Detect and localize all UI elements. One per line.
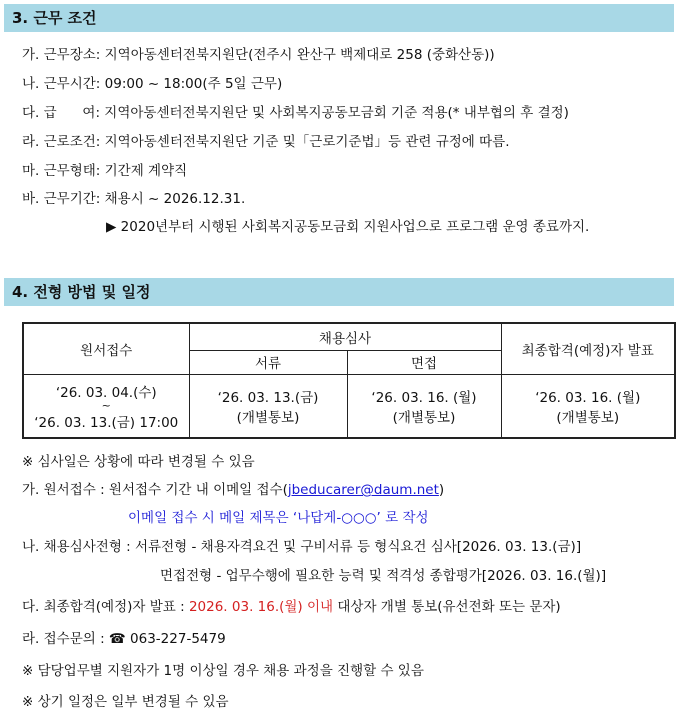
condition-item-place <box>22 46 495 64</box>
section-3-title: 3. 근무 조건 <box>4 4 674 32</box>
final-note: (개별통보) <box>556 409 620 426</box>
cell-interview <box>347 374 501 438</box>
final-deadline: 2026. 03. 16.(월) 이내 <box>188 599 334 615</box>
review-change-note: ※ 심사일은 상황에 따라 변경될 수 있음 <box>22 454 255 470</box>
condition-value: 기간제 계약직 <box>100 163 188 179</box>
final-label: 다. 최종합격(예정)자 발표 : <box>22 599 189 615</box>
condition-value: 지역아동센터전북지원단 기준 및「근로기준법」등 관련 규정에 따름. <box>100 134 510 150</box>
condition-key: 가. 근무장소: <box>22 47 101 63</box>
review-interview-line: 면접전형 - 업무수행에 필요한 능력 및 적격성 종합평가[2026. 03. 16.(월)] <box>160 568 607 584</box>
interview-date: ‘26. 03. 16. (월) <box>371 389 477 406</box>
contact-line <box>22 630 226 648</box>
docs-date: ‘26. 03. 13.(금) <box>217 389 319 406</box>
final-announce-line <box>22 598 561 616</box>
receipt-tilde: ~ <box>101 398 111 412</box>
condition-value: 채용시 ~ 2026.12.31. <box>100 191 246 207</box>
condition-value: 지역아동센터전북지원단 및 사회복지공동모금회 기준 적용(* 내부협의 후 결정) <box>100 105 569 121</box>
schedule-table <box>22 322 676 439</box>
interview-note: (개별통보) <box>392 409 456 426</box>
condition-value: 지역아동센터전북지원단(전주시 완산구 백제대로 258 (중화산동)) <box>100 47 495 63</box>
condition-item-period <box>22 190 245 208</box>
apply-label: 가. 원서접수 : 원서접수 기간 내 이메일 접수( <box>22 482 288 498</box>
condition-item-terms <box>22 133 510 151</box>
cell-final <box>501 374 675 438</box>
header-interview: 면접 <box>347 350 501 374</box>
final-rest: 대상자 개별 통보(유선전화 또는 문자) <box>333 599 561 615</box>
contact-label: 라. 접수문의 : <box>22 631 109 647</box>
header-receipt: 원서접수 <box>23 323 189 374</box>
condition-key: 나. 근무시간: <box>22 76 101 92</box>
condition-key: 다. 급 여: <box>22 105 101 121</box>
multi-applicant-note: ※ 담당업무별 지원자가 1명 이상일 경우 채용 과정을 진행할 수 있음 <box>22 663 424 679</box>
apply-close: ) <box>438 482 445 498</box>
condition-item-salary <box>22 104 569 122</box>
review-docs-line: 나. 채용심사전형 : 서류전형 - 채용자격요건 및 구비서류 등 형식요건 심사[2026. 03. 13.(금)] <box>22 539 582 555</box>
receipt-start: ‘26. 03. 04.(수) <box>55 384 157 401</box>
cell-receipt <box>23 374 189 438</box>
final-date: ‘26. 03. 16. (월) <box>535 389 641 406</box>
condition-key: 마. 근무형태: <box>22 163 101 179</box>
docs-note: (개별통보) <box>236 409 300 426</box>
header-final: 최종합격(예정)자 발표 <box>501 323 675 374</box>
condition-key: 라. 근로조건: <box>22 134 101 150</box>
receipt-end: ‘26. 03. 13.(금) 17:00 <box>34 414 179 431</box>
condition-item-hours <box>22 75 282 93</box>
header-review: 채용심사 <box>189 323 501 350</box>
phone-icon: ☎ <box>108 631 126 647</box>
schedule-change-note: ※ 상기 일정은 일부 변경될 수 있음 <box>22 694 229 710</box>
section-4-title: 4. 전형 방법 및 일정 <box>4 278 674 306</box>
email-link[interactable]: jbeducarer@daum.net <box>287 482 439 498</box>
email-subject-note: 이메일 접수 시 메일 제목은 ‘나답게-○○○’ 로 작성 <box>128 510 429 526</box>
period-note: ▶ 2020년부터 시행된 사회복지공동모금회 지원사업으로 프로그램 운영 종료까지. <box>106 219 590 235</box>
cell-docs <box>189 374 347 438</box>
apply-line <box>22 481 444 499</box>
condition-key: 바. 근무기간: <box>22 191 101 207</box>
condition-item-type <box>22 162 187 180</box>
condition-value: 09:00 ~ 18:00(주 5일 근무) <box>100 76 283 92</box>
header-docs: 서류 <box>189 350 347 374</box>
contact-phone: 063-227-5479 <box>125 631 226 647</box>
